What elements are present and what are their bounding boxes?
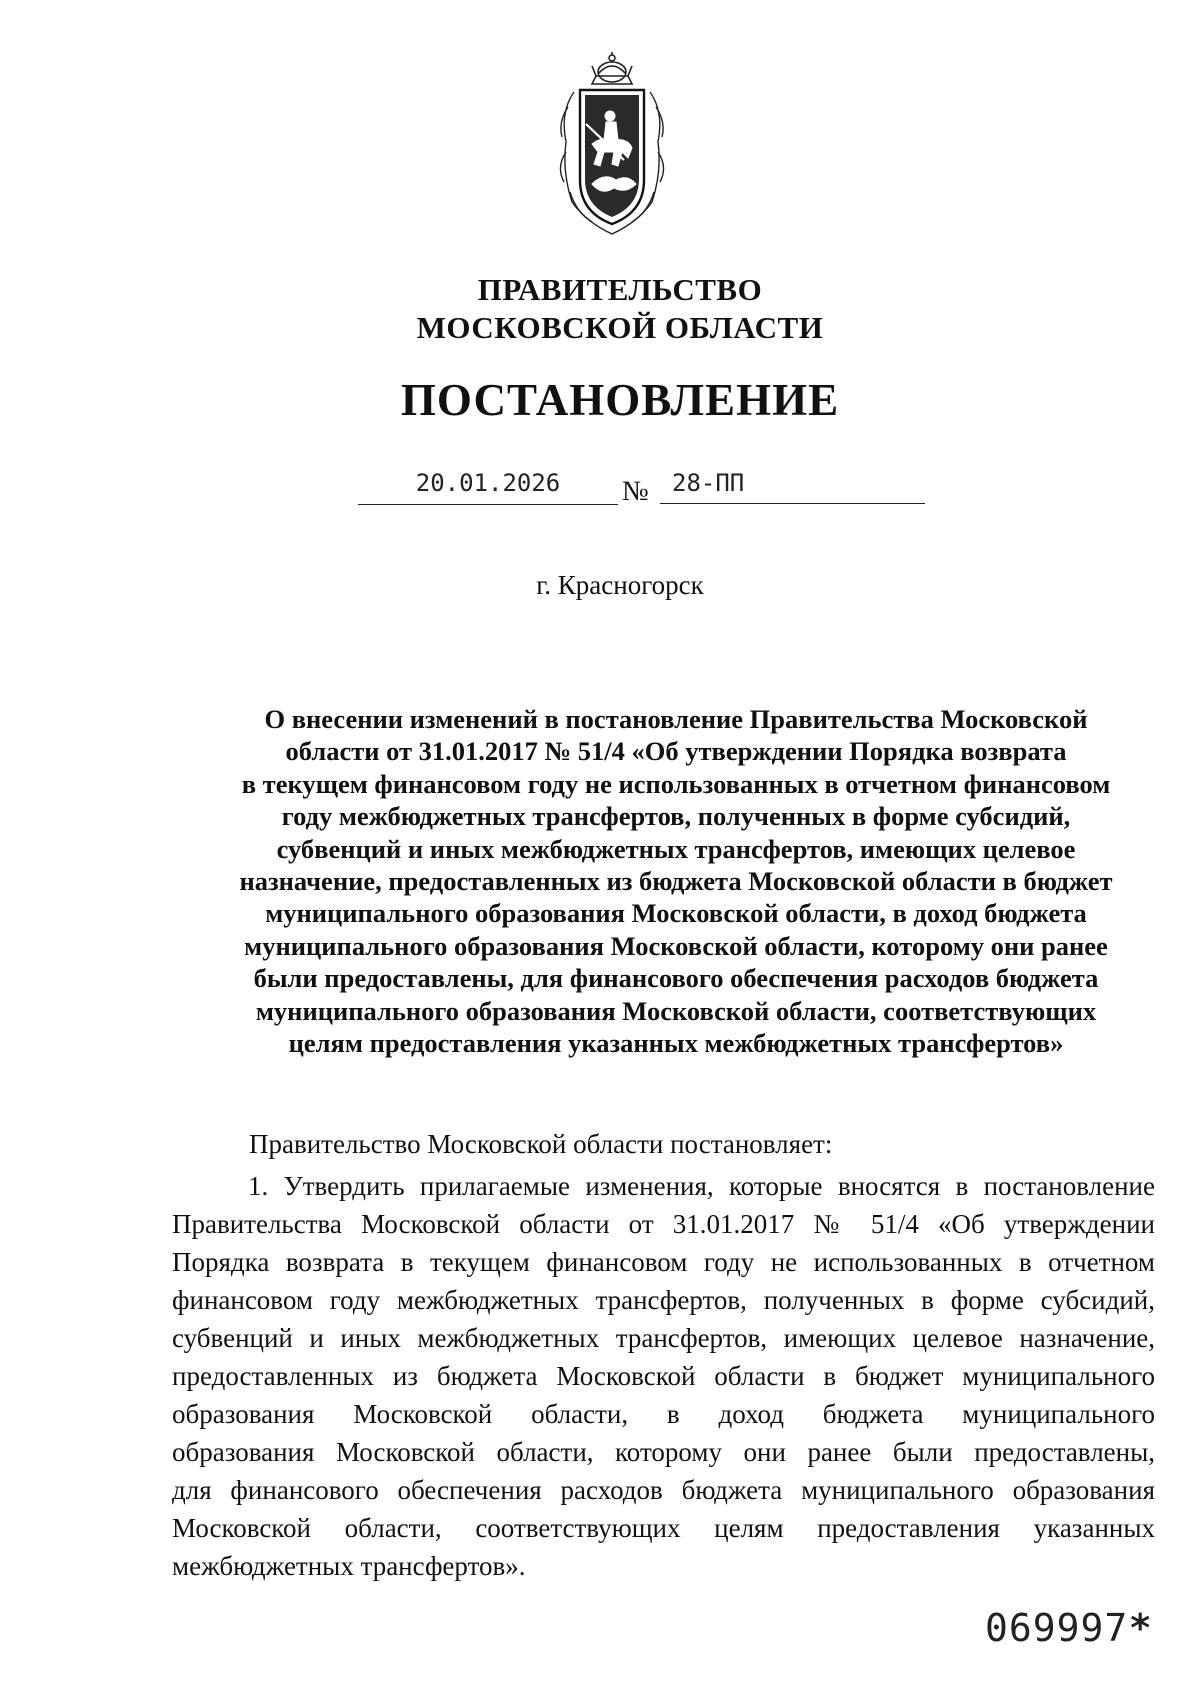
body-line: 1. Утвердить прилагаемые изменения, которые вносятся в постановление xyxy=(248,1171,1155,1201)
subject-line: в текущем финансовом году не использованных в отчетном финансовом xyxy=(241,768,1111,799)
body-line: образования Московской области, в доход бюджета муниципального xyxy=(172,1399,1155,1429)
resolution-body xyxy=(172,1167,1155,1585)
body-line: для финансового обеспечения расходов бюджета муниципального образования xyxy=(172,1475,1155,1505)
document-date: 20.01.2026 xyxy=(358,468,618,505)
subject-line: субвенций и иных межбюджетных трансфертов, имеющих целевое xyxy=(276,833,1076,864)
subject-line: О внесении изменений в постановление Правительства Московской xyxy=(264,704,1088,734)
number-sign: № xyxy=(622,476,649,507)
asterisk-icon: * xyxy=(1130,1606,1152,1650)
body-line: межбюджетных трансфертов». xyxy=(172,1551,526,1581)
body-line: финансовом году межбюджетных трансфертов, полученных в форме субсидий, xyxy=(172,1285,1155,1315)
city-name: г. Красногорск xyxy=(536,570,704,600)
coat-of-arms-emblem xyxy=(552,52,672,242)
body-line: Правительства Московской области от 31.01.2017 № 51/4 «Об утверждении xyxy=(172,1209,1155,1239)
subject-line: были предоставлены, для финансового обеспечения расходов бюджета xyxy=(253,963,1099,994)
body-line: субвенций и иных межбюджетных трансфертов, имеющих целевое назначение, xyxy=(172,1323,1155,1353)
government-name-line-1: ПРАВИТЕЛЬСТВО xyxy=(477,272,763,307)
serial-number-stamp xyxy=(985,1606,1151,1650)
subject-line: муниципального образования Московской области, которому они ранее xyxy=(244,930,1108,961)
serial-number: 069997 xyxy=(985,1606,1129,1650)
subject-line: муниципального образования Московской области, в доход бюджета xyxy=(265,898,1087,929)
document-subject xyxy=(196,703,1156,1059)
document-type-title: ПОСТАНОВЛЕНИЕ xyxy=(400,375,840,425)
body-line: предоставленных из бюджета Московской области в бюджет муниципального xyxy=(172,1361,1155,1391)
body-line: образования Московской области, которому они ранее были предоставлены, xyxy=(172,1437,1155,1467)
subject-line: муниципального образования Московской области, соответствующих xyxy=(255,995,1097,1026)
subject-line: целям предоставления указанных межбюджетных трансфертов» xyxy=(288,1028,1064,1059)
subject-line: назначение, предоставленных из бюджета Московской области в бюджет xyxy=(239,866,1113,897)
body-line: Московской области, соответствующих целям предоставления указанных xyxy=(172,1513,1155,1543)
preamble-text: Правительство Московской области постановляет: xyxy=(249,1129,833,1159)
document-number: 28-ПП xyxy=(660,468,925,504)
government-name-line-2: МОСКОВСКОЙ ОБЛАСТИ xyxy=(416,310,824,345)
subject-line: году межбюджетных трансфертов, полученных в форме субсидий, xyxy=(281,801,1071,832)
subject-line: области от 31.01.2017 № 51/4 «Об утверждении Порядка возврата xyxy=(285,736,1067,767)
body-line: Порядка возврата в текущем финансовом году не использованных в отчетном xyxy=(172,1247,1155,1277)
